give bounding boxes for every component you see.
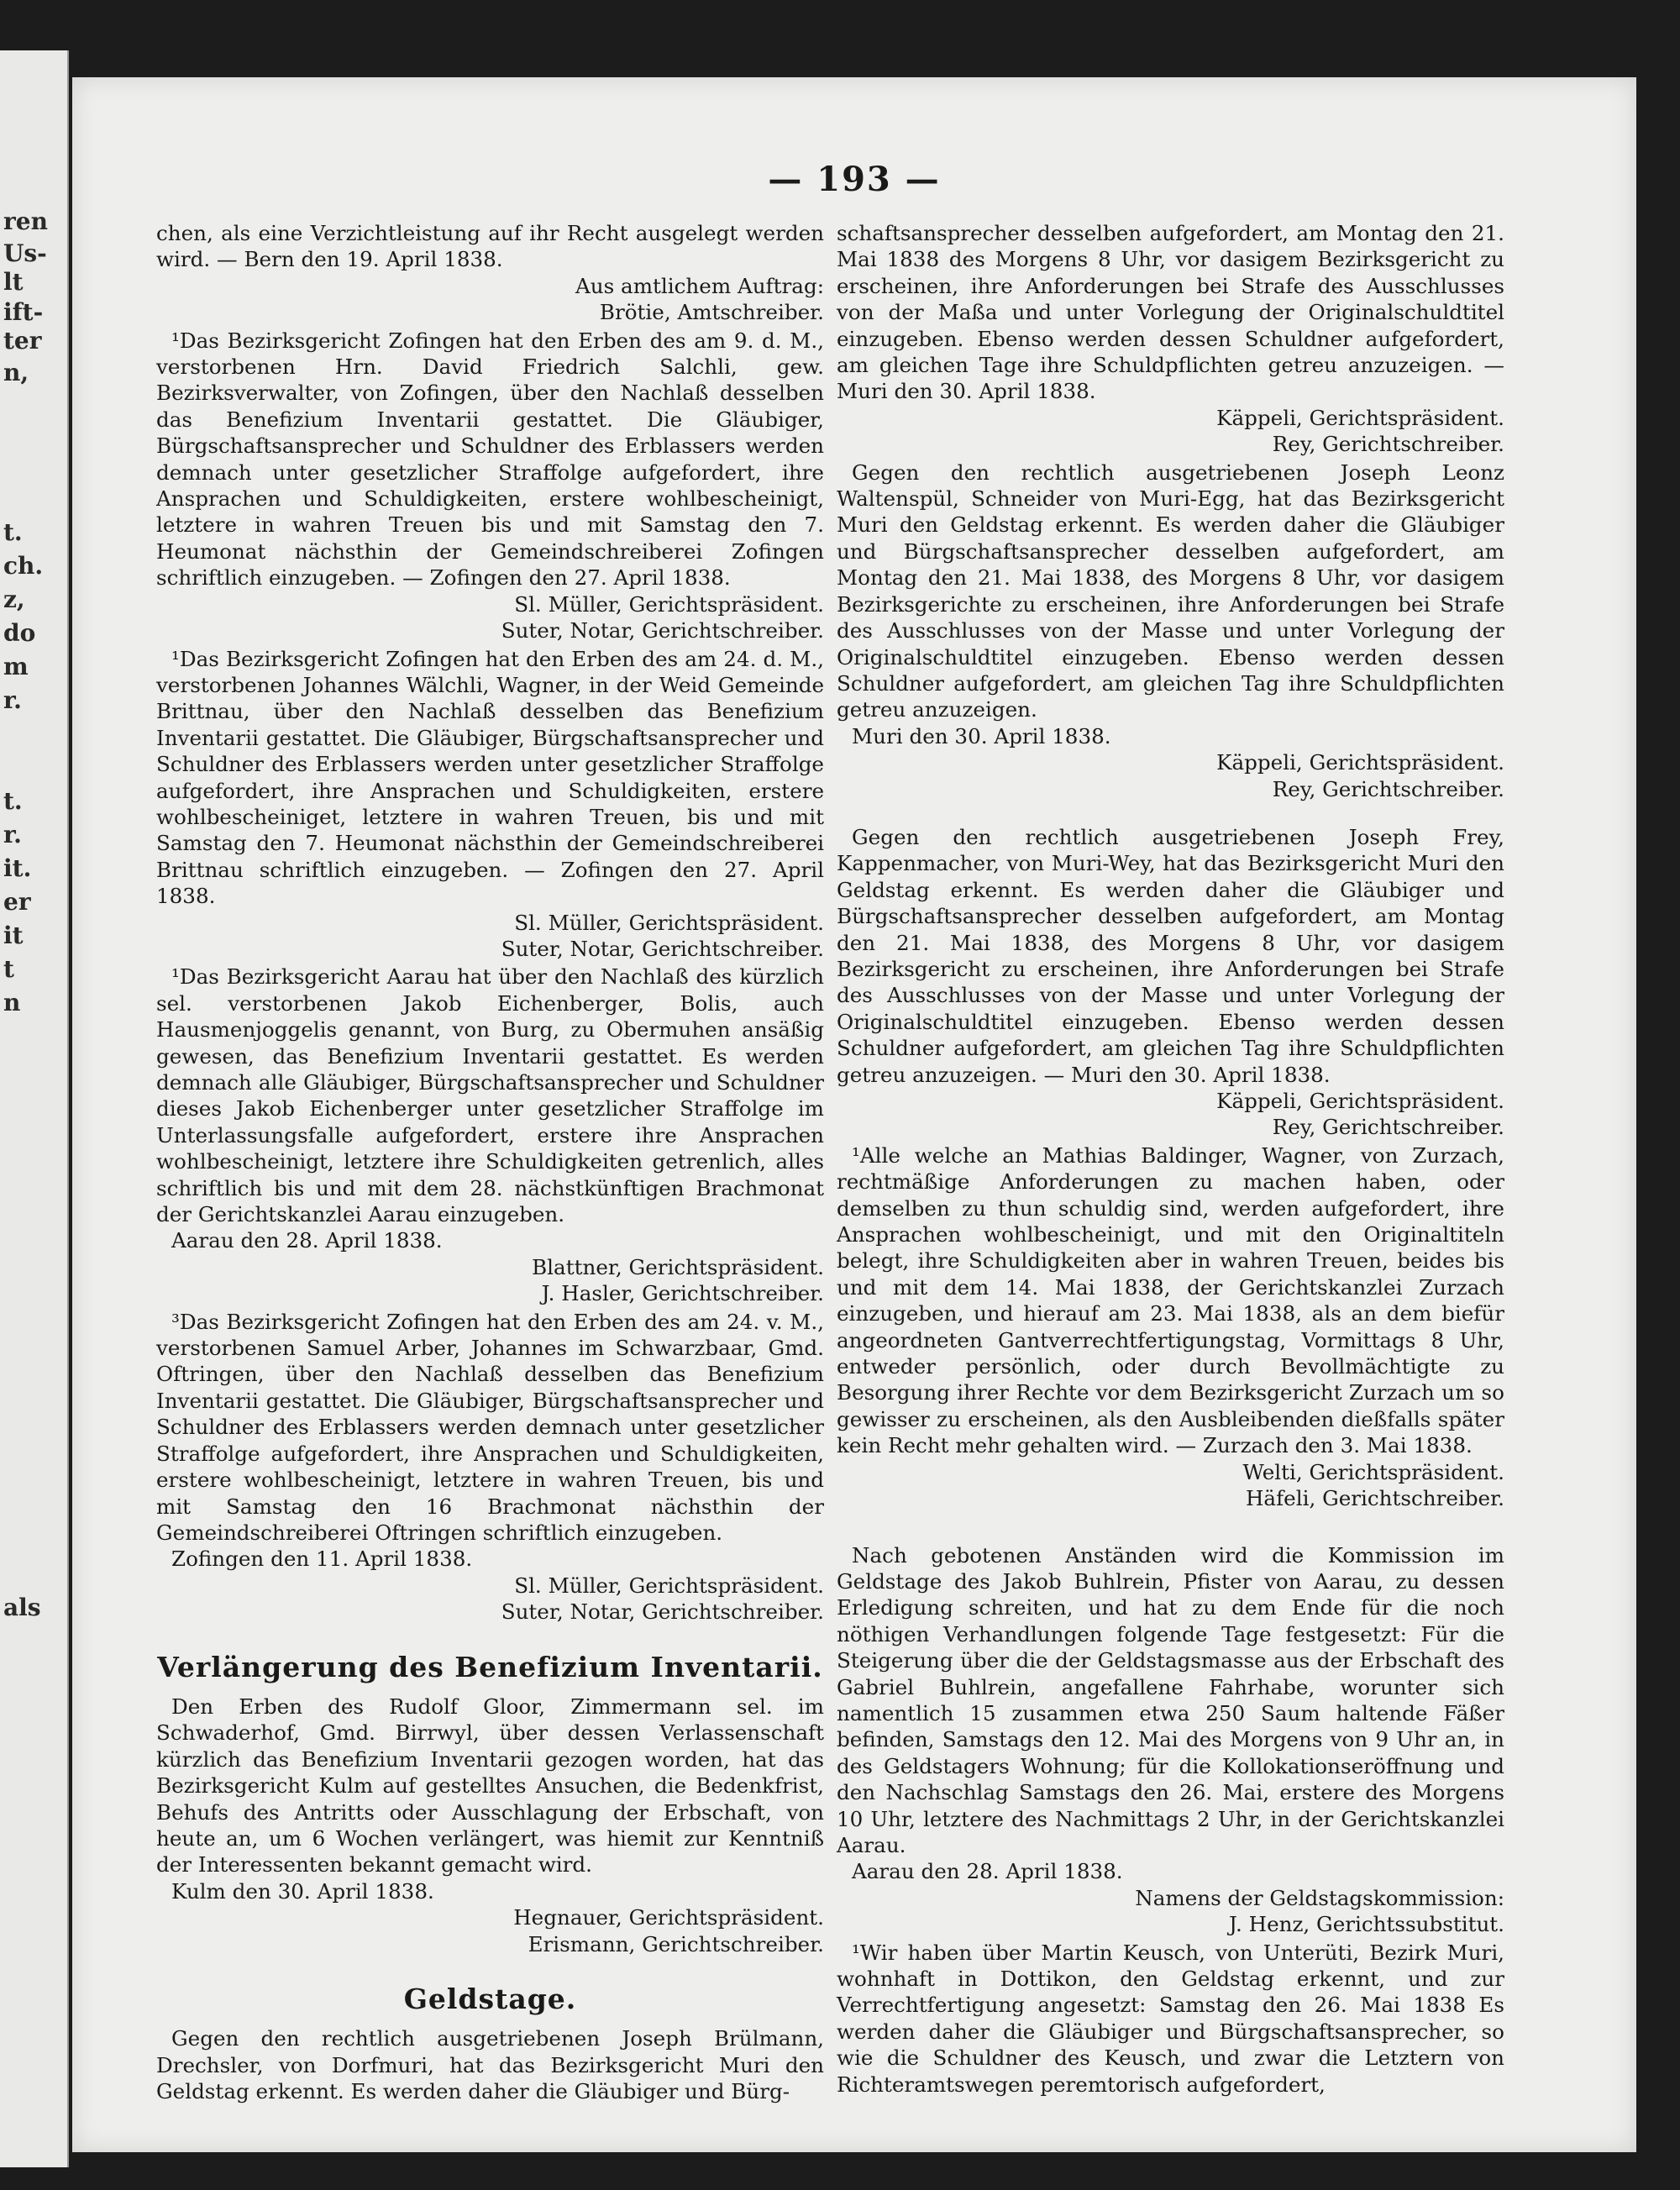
notice-paragraph: Den Erben des Rudolf Gloor, Zimmermann sel. im Schwaderhof, Gmd. Birrwyl, über dessen Verlassenschaft kürzlich das Benefizium Inventarii gezogen worden, hat das Bezirksgericht Kulm auf gestelltes Ansuchen, die Bedenkfrist, Behufs des Antritts oder Ausschlagung der Erbschaft, von heute an, um 6 Wochen verlängert, was hiemit zur Kenntniß der Interessenten bekannt gemacht wird.: [156, 1694, 824, 1878]
continued-text: chen, als eine Verzichtleistung auf ihr Recht ausgelegt werden wird. — Bern den 19. April 1838.: [156, 221, 824, 272]
page-number: — 193 —: [768, 160, 941, 199]
notice-paragraph: Gegen den rechtlich ausgetriebenen Joseph Leonz Waltenspül, Schneider von Muri-Egg, hat das Bezirksgericht Muri den Geldstag erkennt. Es werden daher die Gläubiger und Bürgschaftsansprecher desselben aufgefordert, am Montag den 21. Mai 1838, des Morgens 8 Uhr, vor dasigem Bezirksgerichte zu erscheinen, ihre Anforderungen bei Strafe des Ausschlusses von der Masse und unter Vorlegung der Originalschuldtitel einzugeben. Ebenso werden dessen Schuldner aufgefordert, am gleichen Tag ihre Schuldpflichten getreu anzuzeigen.: [837, 460, 1504, 722]
signature-line: Blattner, Gerichtspräsident.: [532, 1254, 824, 1279]
notice-paragraph: ¹Das Bezirksgericht Aarau hat über den Nachlaß des kürzlich sel. verstorbenen Jakob Eichenberger, Bolis, auch Hausmenjoggelis genannt, von Burg, zu Obermuhen ansäßig gewesen, das Benefizium Inventarii gestattet. Es werden demnach alle Gläubiger, Bürgschaftsansprecher und Schuldner dieses Jakob Eichenberger unter gesetzlicher Straffolge im Unterlassungsfalle aufgefordert, erstere ihre Ansprachen wohlbescheinigt, letztere ihre Schuldigkeiten getrenlich, alles schriftlich bis und mit dem 28. nächstkünftigen Brachmonat der Gerichtskanzlei Aarau einzugeben.: [156, 964, 824, 1227]
notice-paragraph: ¹Wir haben über Martin Keusch, von Unterüti, Bezirk Muri, wohnhaft in Dottikon, den Geldstag erkennt, und zur Verrechtfertigung angesetzt: Samstag den 26. Mai 1838 Es werden daher die Gläubiger und Bürgschaftsansprecher, so wie die Schuldner des Keusch, und zwar die Letztern von Richteramtswegen peremtorisch aufgefordert,: [837, 1940, 1504, 2097]
signature-line: Rey, Gerichtschreiber.: [1272, 432, 1504, 457]
dateline: Muri den 30. April 1838.: [852, 723, 1111, 748]
signature-line: Sl. Müller, Gerichtspräsident.: [514, 591, 824, 617]
notice-paragraph: ¹Das Bezirksgericht Zofingen hat den Erben des am 24. d. M., verstorbenen Johannes Wälchli, Wagner, in der Weid Gemeinde Brittnau, über den Nachlaß desselben das Benefizium Inventarii gestattet. Die Gläubiger, Bürgschaftsansprecher und Schuldner des Erblassers werden unter gesetzlicher Straffolge aufgefordert, ihre Ansprachen und Schuldigkeiten, erstere wohlbescheiniget, letztere in wahren Treuen, bis und mit Samstag den 7. Heumonat nächsthin der Gemeindschreiberei Brittnau schriftlich einzugeben. — Zofingen den 27. April 1838.: [156, 646, 824, 909]
prev-page-fragment: er: [3, 888, 31, 916]
previous-page-edge: [0, 50, 69, 2167]
prev-page-fragment: n,: [3, 359, 29, 386]
signature-line: Welti, Gerichtspräsident.: [1242, 1459, 1504, 1484]
prev-page-fragment: ch.: [3, 552, 44, 580]
notice-paragraph: ¹Alle welche an Mathias Baldinger, Wagner, von Zurzach, rechtmäßige Anforderungen zu machen haben, oder demselben zu thun schuldig sind, werden aufgefordert, ihre Ansprachen wohlbescheinigt, und mit den Originaltiteln belegt, ihre Schuldigkeiten aber in wahren Treuen, beides bis und mit dem 14. Mai 1838, der Gerichtskanzlei Zurzach einzugeben, und hierauf am 23. Mai 1838, als an dem biefür angeordneten Gantverrechtfertigungstag, Vormittags 8 Uhr, entweder persönlich, oder durch Bevollmächtigte zu Besorgung ihrer Rechte vor dem Bezirksgericht Zurzach um so gewisser zu erscheinen, als den Ausbleibenden dießfalls später kein Recht mehr gehalten wird. — Zurzach den 3. Mai 1838.: [837, 1142, 1504, 1458]
signature-line: Erismann, Gerichtschreiber.: [528, 1931, 824, 1956]
continued-text: schaftsansprecher desselben aufgefordert, am Montag den 21. Mai 1838 des Morgens 8 Uhr, vor dasigem Bezirksgericht zu erscheinen, ihre Anforderungen bei Strafe des Ausschlusses von der Maßa und unter Vorlegung der Originalschuldtitel einzugeben. Ebenso werden dessen Schuldner aufgefordert, am gleichen Tage ihre Schuldpflichten getreu anzuzeigen. — Muri den 30. April 1838.: [837, 221, 1504, 404]
signature-line: Käppeli, Gerichtspräsident.: [1216, 405, 1504, 430]
prev-page-fragment: t.: [3, 787, 23, 815]
signature-line: Suter, Notar, Gerichtschreiber.: [501, 618, 824, 643]
prev-page-fragment: ren: [3, 207, 48, 235]
prev-page-fragment: Us-: [3, 239, 47, 267]
spacer: [837, 802, 1504, 822]
signature-line: Rey, Gerichtschreiber.: [1272, 776, 1504, 801]
prev-page-fragment: r.: [3, 821, 22, 848]
signature-line: Suter, Notar, Gerichtschreiber.: [501, 936, 824, 961]
section-heading: Verlängerung des Benefizium Inventarii.: [157, 1650, 823, 1683]
signature-line: Häfeli, Gerichtschreiber.: [1245, 1486, 1504, 1511]
signature-line: J. Henz, Gerichtssubstitut.: [1229, 1912, 1504, 1937]
dateline: Kulm den 30. April 1838.: [171, 1878, 434, 1904]
signature-line: Suter, Notar, Gerichtschreiber.: [501, 1599, 824, 1625]
notice-paragraph: ³Das Bezirksgericht Zofingen hat den Erben des am 24. v. M., verstorbenen Samuel Arber, Johannes im Schwarzbaar, Gmd. Oftringen, über den Nachlaß desselben das Benefizium Inventarii gestattet. Die Gläubiger, Bürgschaftsansprecher und Schuldner des Erblassers werden demnach unter gesetzlicher Straffolge aufgefordert, ihre Ansprachen und Schuldigkeiten, erstere wohlbescheinigt, letztere in wahren Treuen, bis und mit Samstag den 16 Brachmonat nächsthin der Gemeindschreiberei Oftringen schriftlich einzugeben.: [156, 1309, 824, 1545]
prev-page-fragment: do: [3, 619, 36, 647]
prev-page-fragment: n: [3, 989, 21, 1016]
signature-line: Käppeli, Gerichtspräsident.: [1216, 750, 1504, 775]
dateline: Aarau den 28. April 1838.: [171, 1228, 443, 1253]
prev-page-fragment: lt: [3, 268, 24, 296]
prev-page-fragment: it: [3, 922, 24, 949]
signature-line: Käppeli, Gerichtspräsident.: [1216, 1089, 1504, 1113]
spacer: [837, 1512, 1504, 1541]
notice-paragraph: Gegen den rechtlich ausgetriebenen Joseph Brülmann, Drechsler, von Dorfmuri, hat das Bezirksgericht Muri den Geldstag erkennt. Es werden daher die Gläubiger und Bürg-: [156, 2026, 824, 2104]
prev-page-fragment: it.: [3, 854, 32, 882]
section-heading: Geldstage.: [403, 1983, 577, 2015]
prev-page-fragment: m: [3, 653, 29, 680]
signature-line: Rey, Gerichtschreiber.: [1272, 1115, 1504, 1140]
prev-page-fragment: ter: [3, 327, 42, 354]
prev-page-fragment: z,: [3, 586, 25, 613]
dateline: Zofingen den 11. April 1838.: [171, 1547, 473, 1572]
signature-line: J. Hasler, Gerichtschreiber.: [541, 1281, 824, 1306]
prev-page-fragment: als: [3, 1594, 41, 1621]
dateline: Aarau den 28. April 1838.: [852, 1859, 1123, 1884]
notice-paragraph: Gegen den rechtlich ausgetriebenen Joseph Frey, Kappenmacher, von Muri-Wey, hat das Bezirksgericht Muri den Geldstag erkennt. Es werden daher die Gläubiger und Bürgschaftsansprecher desselben aufgefordert, am Montag den 21. Mai 1838, des Morgens 8 Uhr, vor dasigem Bezirksgericht zu erscheinen, ihre Anforderungen bei Strafe des Ausschlusses von der Masse und unter Vorlegung der Originalschuldtitel einzugeben. Ebenso werden dessen Schuldner aufgefordert, am gleichen Tag ihre Schuldpflichten getreu anzuzeigen. — Muri den 30. April 1838.: [837, 824, 1504, 1087]
signature-line: Aus amtlichem Auftrag:: [575, 273, 824, 298]
right-column: [837, 220, 1504, 2098]
prev-page-fragment: t.: [3, 518, 23, 546]
prev-page-fragment: t: [3, 955, 14, 983]
left-column: [156, 220, 824, 2105]
newspaper-page: [72, 77, 1636, 2152]
signature-line: Brötie, Amtschreiber.: [599, 300, 824, 325]
notice-paragraph: Nach gebotenen Anständen wird die Kommission im Geldstage des Jakob Buhlrein, Pfister von Aarau, zu dessen Erledigung schreiten, und hat zu dem Ende für die noch nöthigen Verhandlungen folgende Tage festgesetzt: Für die Steigerung über die der Geldstagsmasse aus der Erbschaft des Gabriel Buhlrein, angefallene Fahrhabe, worunter sich namentlich 15 zusammen etwa 250 Saum haltende Fäßer befinden, Samstags den 12. Mai des Morgens von 9 Uhr an, in des Geldstagers Wohnung; für die Kollokationseröffnung und den Nachschlag Samstags den 26. Mai, erstere des Morgens 10 Uhr, letztere des Nachmittags 2 Uhr, in der Gerichtskanzlei Aarau.: [837, 1542, 1504, 1857]
signature-line: Namens der Geldstagskommission:: [1135, 1885, 1504, 1910]
notice-paragraph: ¹Das Bezirksgericht Zofingen hat den Erben des am 9. d. M., verstorbenen Hrn. David Friedrich Salchli, gew. Bezirksverwalter, von Zofingen, über den Nachlaß desselben das Benefizium Inventarii gestattet. Die Gläubiger, Bürgschaftsansprecher und Schuldner des Erblassers werden demnach unter gesetzlicher Straffolge aufgefordert, ihre Ansprachen und Schuldigkeiten, erstere wohlbescheinigt, letztere in wahren Treuen bis und mit Samstag den 7. Heumonat nächsthin der Gemeindschreiberei Zofingen schriftlich einzugeben. — Zofingen den 27. April 1838.: [156, 328, 824, 591]
signature-line: Sl. Müller, Gerichtspräsident.: [514, 910, 824, 935]
signature-line: Sl. Müller, Gerichtspräsident.: [514, 1573, 824, 1598]
prev-page-fragment: ift-: [3, 298, 44, 326]
prev-page-fragment: r.: [3, 686, 22, 714]
signature-line: Hegnauer, Gerichtspräsident.: [513, 1905, 824, 1930]
